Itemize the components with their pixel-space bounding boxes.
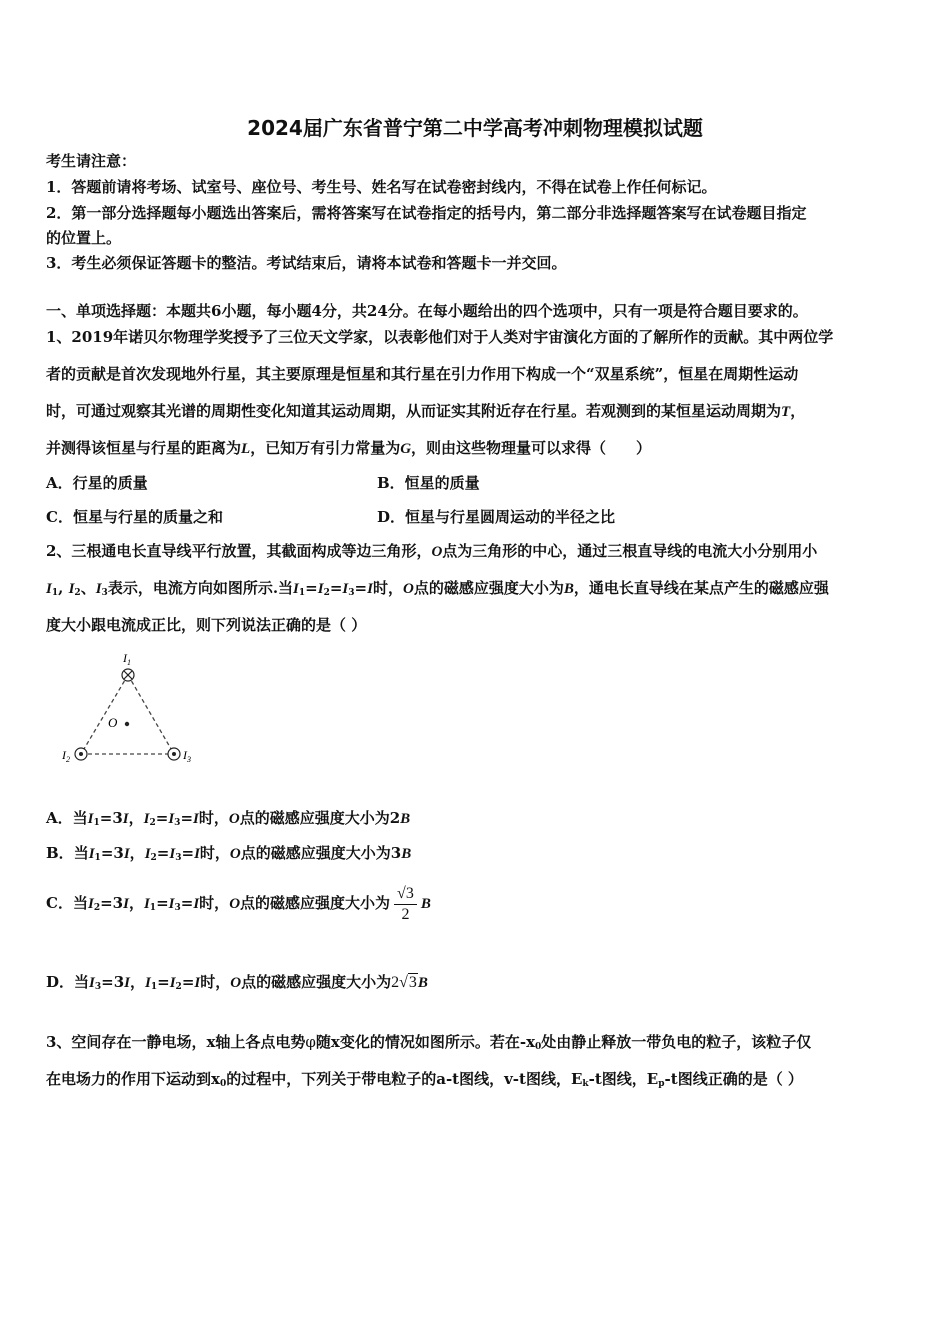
q2-option-a: A．当$I_1=3I$，$I_2=I_3=I$时，O点的磁感应强度大小为2B (46, 809, 411, 828)
notice-item: 的位置上。 (46, 229, 122, 247)
notice-item: 1．答题前请将考场、试室号、座位号、考生号、姓名写在试卷密封线内，不得在试卷上作任何标记。 (46, 178, 717, 196)
q3-text: 3、空间存在一静电场，x轴上各点电势φ随x变化的情况如图所示。若在$-x_0$处由静止释放一带负电的粒子，该粒子仅 (46, 1033, 812, 1052)
triangle-side (81, 675, 128, 754)
q1-option-b: B．恒星的质量 (377, 474, 480, 492)
q2-option-c: C．当$I_2=3I$，$I_1=I_3=I$时，O点的磁感应强度大小为 $\frac{√3}{2}$ B (46, 884, 431, 923)
q2-option-d: D．当$I_3=3I$，$I_1=I_2=I$时，O点的磁感应强度大小为2√3B (46, 973, 428, 992)
center-point (125, 722, 129, 726)
section-heading: 一、单项选择题：本题共6小题，每小题4分，共24分。在每小题给出的四个选项中，只有一项是符合题目要求的。 (46, 302, 808, 320)
label-i2: $I_2$ (62, 748, 70, 764)
current-into-page-icon (122, 669, 134, 681)
q1-text: 并测得该恒星与行星的距离为L，已知万有引力常量为G，则由这些物理量可以求得（ ） (46, 439, 652, 457)
q2-option-b: B．当$I_1=3I$，$I_2=I_3=I$时，O点的磁感应强度大小为3B (46, 844, 412, 863)
fraction: $\frac{√3}{2}$ (394, 884, 417, 925)
label-i3: $I_3$ (183, 748, 191, 764)
notice-item: 2．第一部分选择题每小题选出答案后，需将答案写在试卷指定的括号内，第二部分非选择题答案写在试卷题目指定 (46, 204, 807, 222)
q1-text: 时，可通过观察其光谱的周期性变化知道其运动周期，从而证实其附近存在行星。若观测到的某恒星运动周期为T， (46, 402, 806, 420)
q1-text: 1、2019年诺贝尔物理学奖授予了三位天文学家，以表彰他们对于人类对宇宙演化方面的了解所作的贡献。其中两位学 (46, 328, 834, 346)
notice-heading: 考生请注意： (46, 152, 137, 170)
radical: 2√3 (391, 974, 417, 991)
label-o: O (108, 715, 118, 730)
label-i1: $I_1$ (123, 651, 131, 667)
current-out-of-page-icon (75, 748, 87, 760)
q3-text: 在电场力的作用下运动到$x_0$的过程中，下列关于带电粒子的a-t图线，v-t图线，$E_k-t$图线，$E_p-t$图线正确的是（ ） (46, 1070, 803, 1089)
q1-option-a: A．行星的质量 (46, 474, 148, 492)
triangle-figure (55, 650, 215, 775)
notice-item: 3．考生必须保证答题卡的整洁。考试结束后，请将本试卷和答题卡一并交回。 (46, 254, 567, 272)
q2-text: $I_1$, $I_2$、$I_3$表示，电流方向如图所示.当$I_1=I_2=I_3=I$时，O点的磁感应强度大小为B，通电长直导线在某点产生的磁感应强 (46, 579, 829, 598)
q2-text: 2、三根通电长直导线平行放置，其截面构成等边三角形，O点为三角形的中心，通过三根直导线的电流大小分别用小 (46, 542, 818, 560)
current-out-of-page-icon (168, 748, 180, 760)
q1-option-c: C．恒星与行星的质量之和 (46, 508, 223, 526)
q1-text: 者的贡献是首次发现地外行星，其主要原理是恒星和其行星在引力作用下构成一个“双星系统”，恒星在周期性运动 (46, 365, 799, 383)
q2-text: 度大小跟电流成正比，则下列说法正确的是（ ） (46, 616, 367, 634)
page-title: 2024届广东省普宁第二中学高考冲刺物理模拟试题 (247, 116, 703, 140)
q1-option-d: D．恒星与行星圆周运动的半径之比 (377, 508, 616, 526)
triangle-side (128, 675, 174, 754)
